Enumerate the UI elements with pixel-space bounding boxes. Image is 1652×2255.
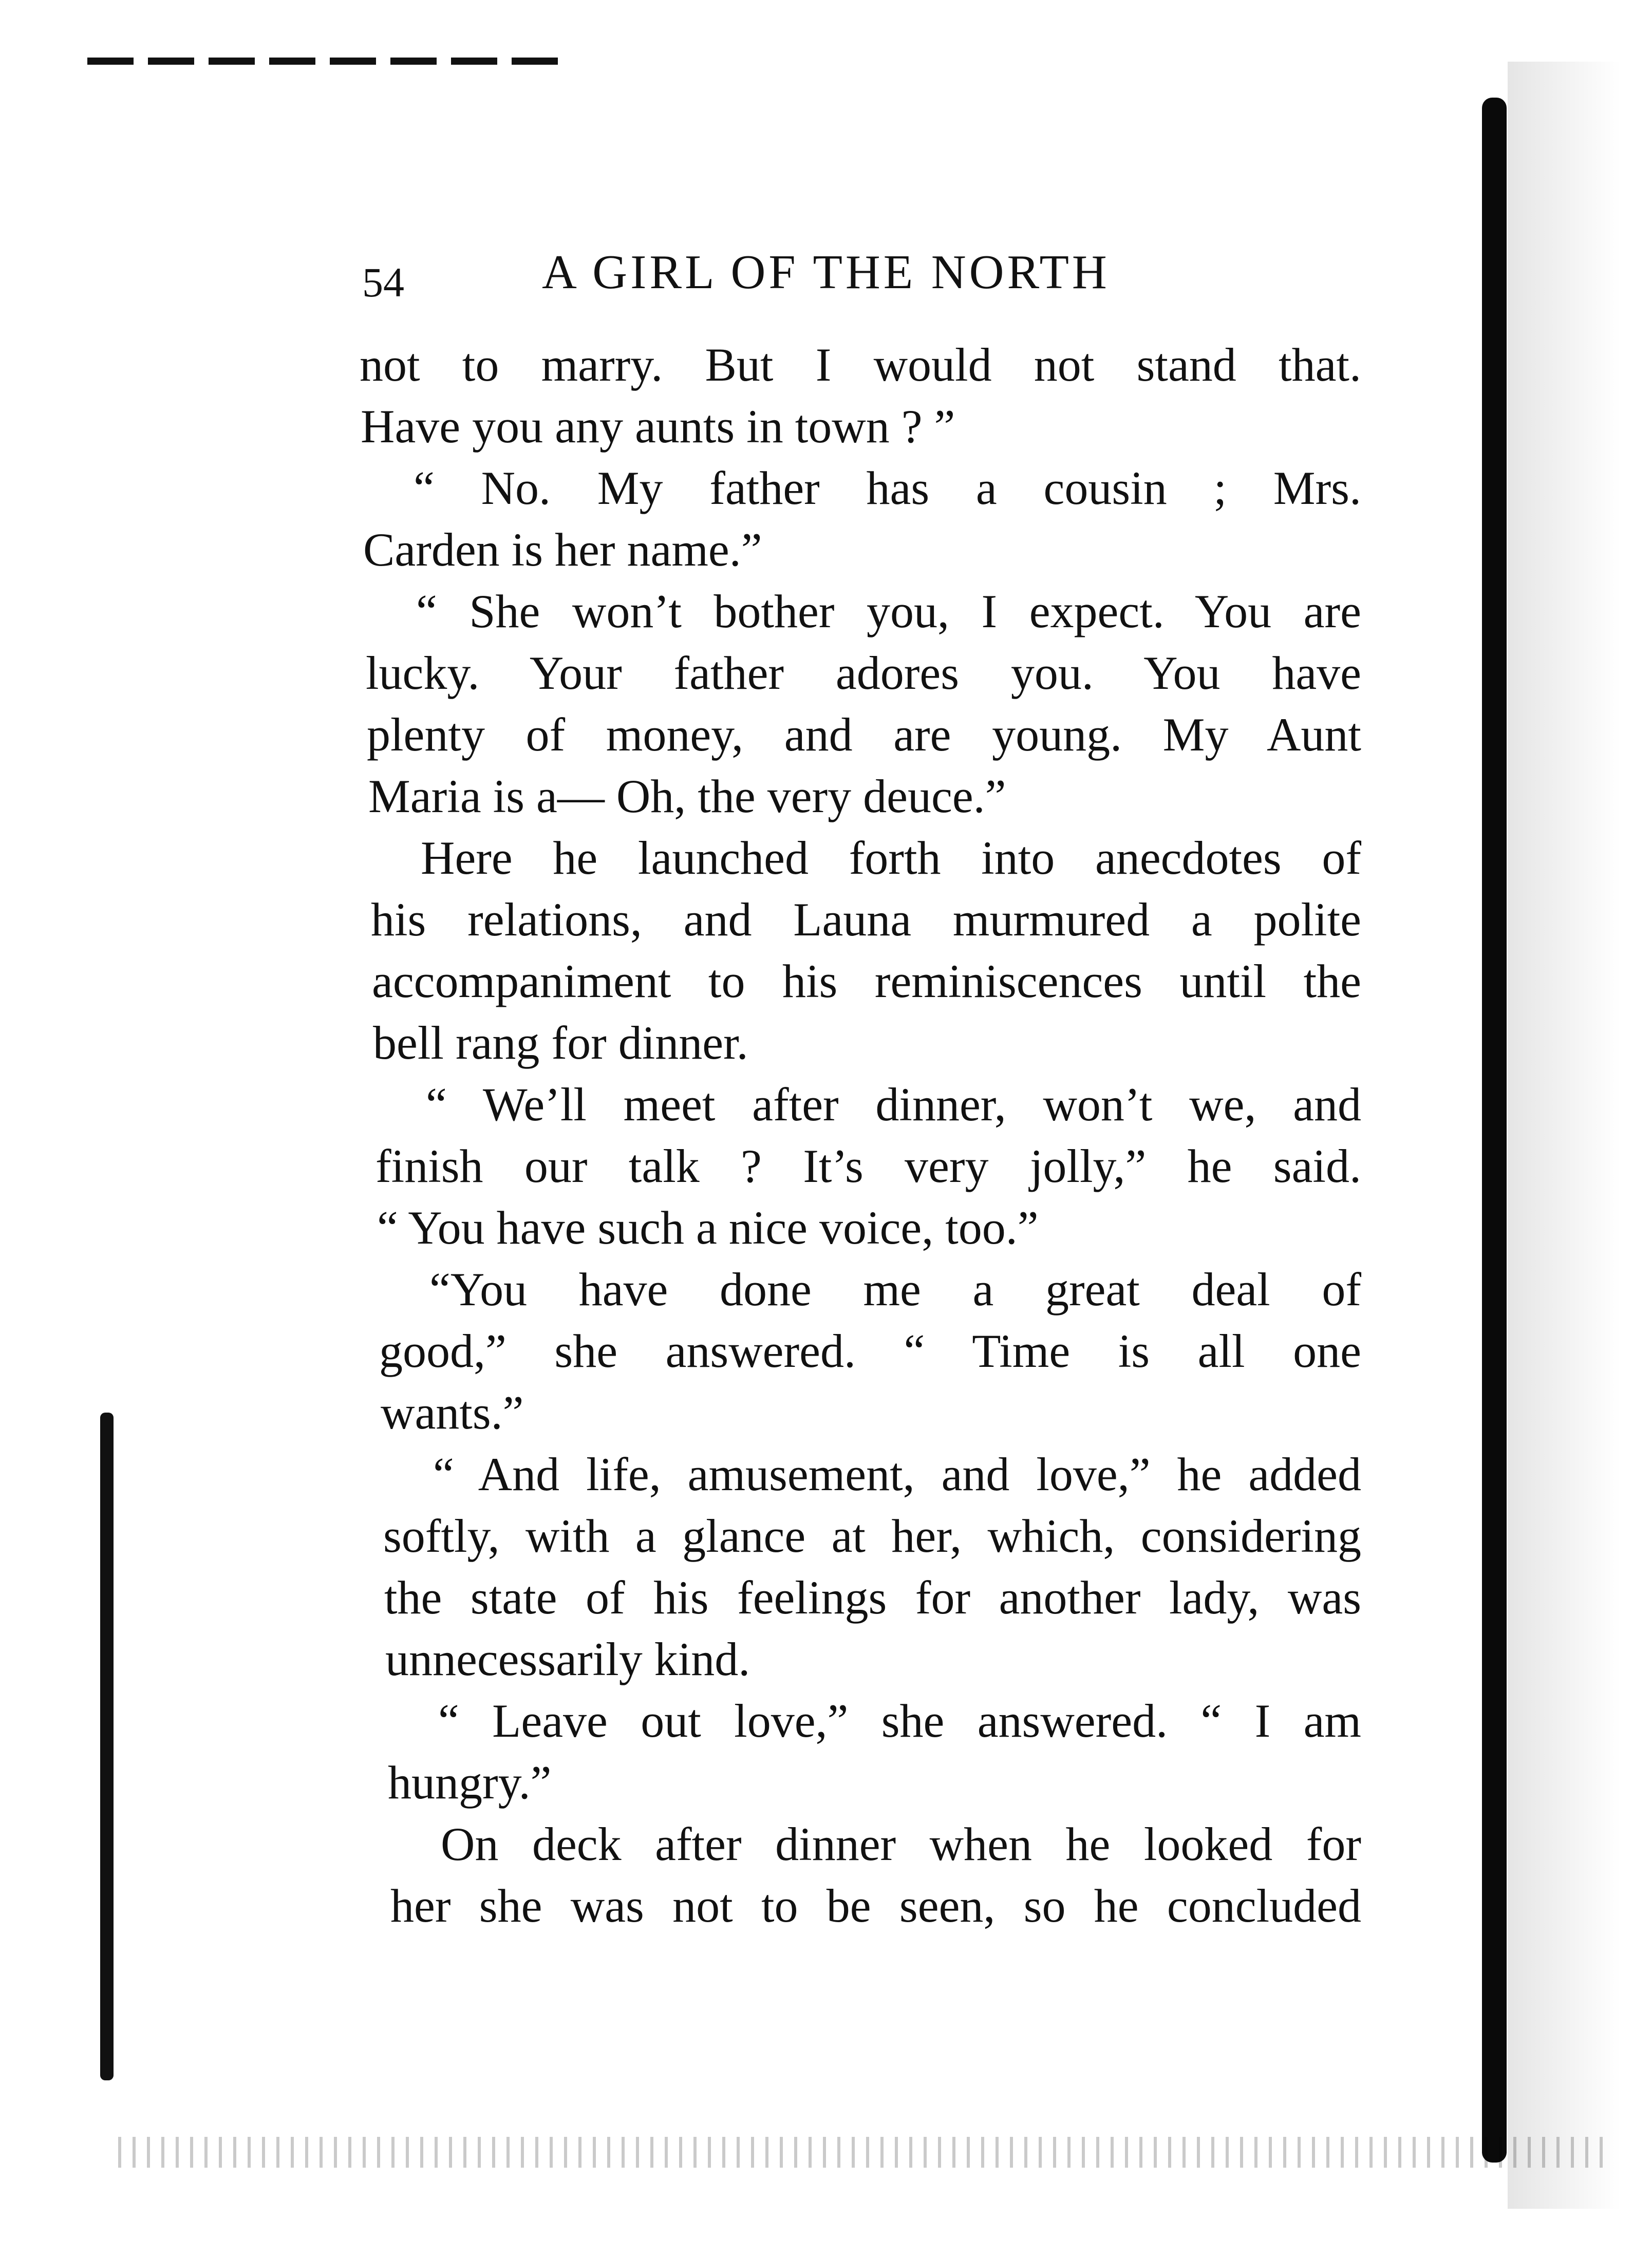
text-line: lucky. Your father adores you. You have	[366, 647, 1361, 699]
bottom-scan-artifact	[118, 2137, 1608, 2168]
text-line: finish our talk ? It’s very jolly,” he said.	[376, 1140, 1361, 1192]
text-line: “ We’ll meet after dinner, won’t we, and	[426, 1078, 1361, 1131]
page-number: 54	[362, 259, 404, 306]
text-line: bell rang for dinner.	[373, 1017, 748, 1069]
body-text	[360, 334, 1361, 1937]
text-line: hungry.”	[388, 1756, 552, 1809]
binding-shadow	[1508, 62, 1621, 2209]
text-line: On deck after dinner when he looked for	[441, 1818, 1361, 1870]
text-line: unnecessarily kind.	[385, 1633, 750, 1685]
text-line: good,” she answered. “ Time is all one	[379, 1325, 1361, 1377]
text-line: not to marry. But I would not stand that.	[360, 339, 1361, 391]
text-line: Maria is a— Oh, the very deuce.”	[368, 770, 1006, 822]
text-line: wants.”	[381, 1386, 524, 1439]
text-line: his relations, and Launa murmured a polite	[371, 893, 1361, 946]
top-scan-artifact	[87, 58, 560, 65]
left-page-edge	[100, 1413, 114, 2080]
running-title: A GIRL OF THE NORTH	[542, 246, 1110, 299]
text-line: the state of his feelings for another lady, was	[384, 1571, 1361, 1624]
text-line: “ No. My father has a cousin ; Mrs.	[414, 462, 1361, 514]
text-line: Have you any aunts in town ? ”	[361, 400, 955, 453]
text-line: accompaniment to his reminiscences until the	[372, 955, 1361, 1007]
text-line: “ She won’t bother you, I expect. You are	[416, 585, 1361, 637]
text-line: “ You have such a nice voice, too.”	[377, 1201, 1039, 1254]
text-line: “ And life, amusement, and love,” he added	[433, 1448, 1361, 1500]
text-line: her she was not to be seen, so he concluded	[390, 1880, 1361, 1932]
text-line: Carden is her name.”	[363, 523, 762, 576]
text-line: “ Leave out love,” she answered. “ I am	[438, 1695, 1361, 1747]
text-line: softly, with a glance at her, which, considering	[383, 1510, 1361, 1562]
text-line: “You have done me a great deal of	[429, 1263, 1361, 1316]
book-binding-edge	[1482, 98, 1507, 2163]
text-line: plenty of money, and are young. My Aunt	[367, 708, 1361, 761]
text-line: Here he launched forth into anecdotes of	[421, 832, 1361, 884]
